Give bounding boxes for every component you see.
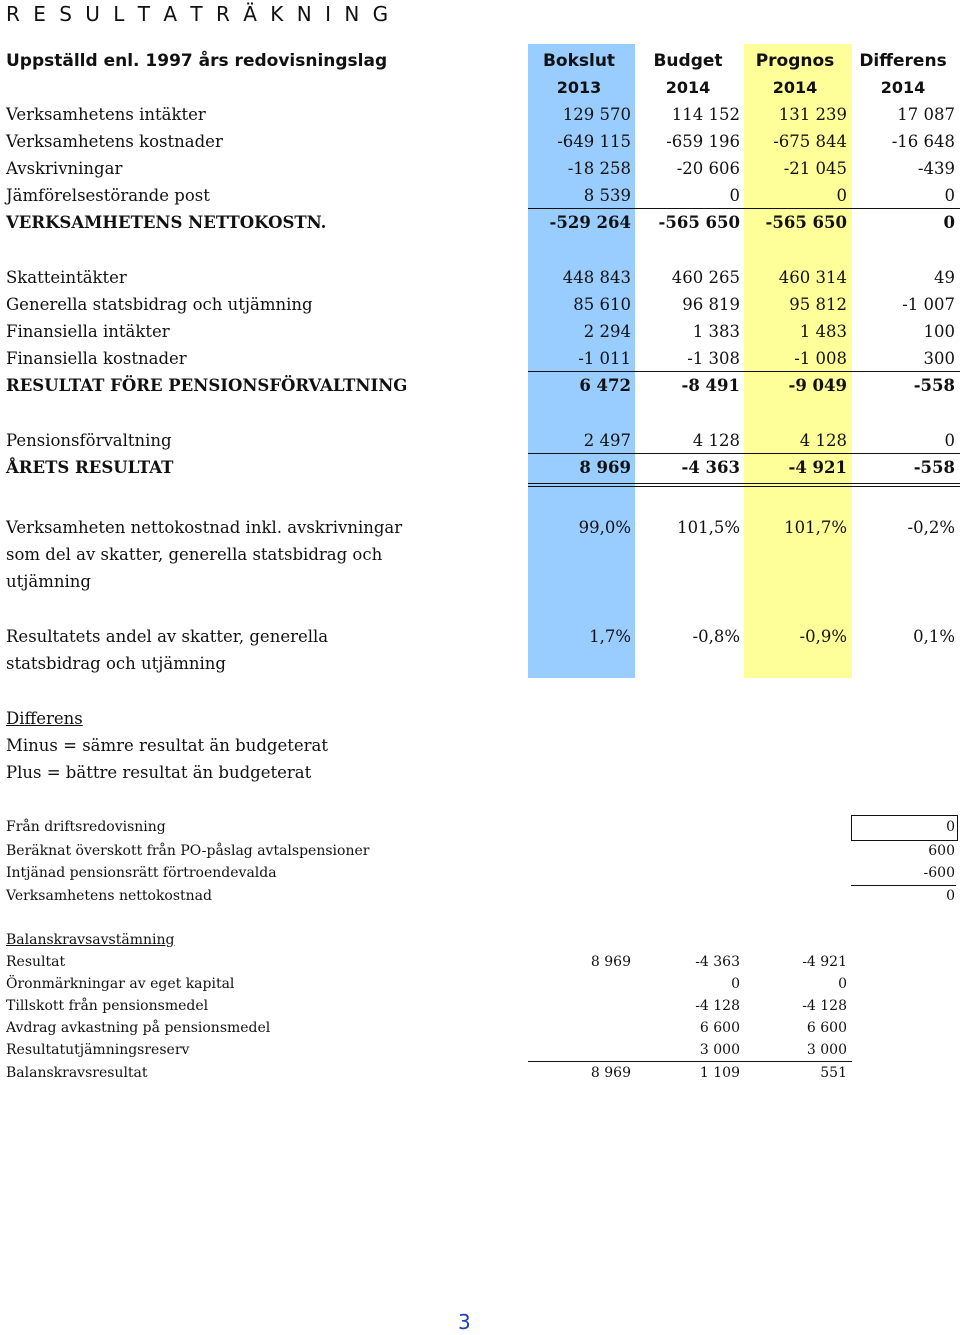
cell-budget: 1 383 xyxy=(692,322,740,341)
row-label: Intjänad pensionsrätt förtroendevalda xyxy=(6,865,277,881)
balans-sum-rule xyxy=(528,1061,852,1062)
cell-differens: -558 xyxy=(913,376,955,395)
row-label: Finansiella kostnader xyxy=(6,349,187,368)
total-rule xyxy=(528,453,960,454)
cell-prognos: 1 483 xyxy=(799,322,847,341)
cell-prognos: -4 921 xyxy=(788,458,847,477)
subtotal-row xyxy=(0,373,960,400)
cell-budget: 0 xyxy=(731,976,740,992)
cell-differens: 0 xyxy=(943,213,955,232)
cell-budget: -8 491 xyxy=(681,376,740,395)
kpi-differens: 0,1% xyxy=(913,627,955,646)
kpi-prognos: 101,7% xyxy=(784,518,847,537)
cell-bokslut: 8 969 xyxy=(590,1065,631,1081)
cell-differens: -16 648 xyxy=(891,132,955,151)
cell-differens: 17 087 xyxy=(897,105,955,124)
cell-prognos: 3 000 xyxy=(806,1042,847,1058)
row-label: Avskrivningar xyxy=(6,159,123,178)
kpi-bokslut: 99,0% xyxy=(578,518,631,537)
table-row xyxy=(0,156,960,183)
row-label: Beräknat överskott från PO-påslag avtalspensioner xyxy=(6,843,370,859)
row-label: Pensionsförvaltning xyxy=(6,431,172,450)
subtotal-rule xyxy=(528,208,960,209)
cell-budget: -565 650 xyxy=(658,213,740,232)
cell-prognos: 0 xyxy=(838,976,847,992)
row-label: RESULTAT FÖRE PENSIONSFÖRVALTNING xyxy=(6,376,408,395)
drift-row xyxy=(0,817,960,839)
cell-bokslut: -18 258 xyxy=(567,159,631,178)
cell-bokslut: 8 969 xyxy=(579,458,631,477)
cell-differens: -1 007 xyxy=(902,295,955,314)
row-label: Resultat xyxy=(6,954,66,970)
kpi-budget: -0,8% xyxy=(692,627,740,646)
row-label: Verksamhetens nettokostnad xyxy=(6,888,212,904)
cell-prognos: 0 xyxy=(836,186,847,205)
cell-prognos: 4 128 xyxy=(799,431,847,450)
cell-bokslut: 2 294 xyxy=(583,322,631,341)
kpi-prognos: -0,9% xyxy=(799,627,847,646)
row-label: Öronmärkningar av eget kapital xyxy=(6,976,235,992)
drift-row xyxy=(0,863,960,885)
page-title: R E S U L T A T R Ä K N I N G xyxy=(6,2,392,26)
cell-bokslut: 6 472 xyxy=(579,376,631,395)
cell-bokslut: 129 570 xyxy=(562,105,631,124)
cell-prognos: -4 128 xyxy=(802,998,847,1014)
header-year-differens: 2014 xyxy=(880,78,926,97)
balans-heading: Balanskravsavstämning xyxy=(6,932,175,948)
row-label: Skatteintäkter xyxy=(6,268,127,287)
cell-prognos: 95 812 xyxy=(789,295,847,314)
table-row xyxy=(0,265,960,292)
row-value: -600 xyxy=(923,865,955,881)
header-year-budget: 2014 xyxy=(665,78,711,97)
row-label: Verksamhetens kostnader xyxy=(6,132,223,151)
row-label: Resultatutjämningsreserv xyxy=(6,1042,190,1058)
cell-bokslut: 448 843 xyxy=(562,268,631,287)
row-value: 0 xyxy=(946,819,955,835)
row-label: Finansiella intäkter xyxy=(6,322,170,341)
header-year-bokslut: 2013 xyxy=(556,78,602,97)
page-number: 3 xyxy=(458,1310,471,1334)
cell-budget: -4 363 xyxy=(681,458,740,477)
cell-differens: 100 xyxy=(923,322,955,341)
cell-prognos: 551 xyxy=(820,1065,847,1081)
cell-bokslut: 85 610 xyxy=(573,295,631,314)
cell-bokslut: -649 115 xyxy=(557,132,631,151)
kpi-label: Verksamheten nettokostnad inkl. avskrivningar som del av skatter, generella statsbidrag och utjämning xyxy=(6,518,403,591)
cell-differens: -439 xyxy=(917,159,955,178)
row-label: Balanskravsresultat xyxy=(6,1065,148,1081)
balans-row xyxy=(0,996,960,1018)
cell-budget: -1 308 xyxy=(687,349,740,368)
drift-row xyxy=(0,886,960,908)
cell-budget: 114 152 xyxy=(671,105,740,124)
table-row xyxy=(0,102,960,129)
header-differens: Differens xyxy=(859,51,947,71)
table-row xyxy=(0,319,960,346)
kpi-bokslut: 1,7% xyxy=(589,627,631,646)
balans-row xyxy=(0,1063,960,1085)
table-row xyxy=(0,428,960,455)
cell-prognos: -675 844 xyxy=(773,132,847,151)
row-value: 600 xyxy=(928,843,955,859)
cell-differens: 0 xyxy=(944,186,955,205)
cell-budget: 4 128 xyxy=(692,431,740,450)
cell-prognos: -4 921 xyxy=(802,954,847,970)
differens-plus: Plus = bättre resultat än budgeterat xyxy=(6,763,312,782)
cell-budget: 1 109 xyxy=(699,1065,740,1081)
double-underline-top xyxy=(528,483,960,484)
header-prognos: Prognos xyxy=(755,51,835,71)
row-label: Från driftsredovisning xyxy=(6,819,166,835)
cell-budget: 0 xyxy=(729,186,740,205)
header-year-prognos: 2014 xyxy=(772,78,818,97)
header-budget: Budget xyxy=(653,51,723,71)
header-bokslut: Bokslut xyxy=(542,51,616,71)
table-row xyxy=(0,346,960,373)
balans-row xyxy=(0,1018,960,1040)
row-label: Verksamhetens intäkter xyxy=(6,105,206,124)
row-label: Jämförelsestörande post xyxy=(6,186,210,205)
differens-minus: Minus = sämre resultat än budgeterat xyxy=(6,736,328,755)
cell-prognos: 131 239 xyxy=(778,105,847,124)
cell-budget: -659 196 xyxy=(666,132,740,151)
cell-prognos: 6 600 xyxy=(806,1020,847,1036)
row-label: Generella statsbidrag och utjämning xyxy=(6,295,313,314)
cell-budget: 6 600 xyxy=(699,1020,740,1036)
cell-prognos: -1 008 xyxy=(794,349,847,368)
balans-row xyxy=(0,1040,960,1062)
row-label: VERKSAMHETENS NETTOKOSTN. xyxy=(6,213,327,232)
table-row xyxy=(0,292,960,319)
row-label: ÅRETS RESULTAT xyxy=(6,458,174,477)
cell-bokslut: -1 011 xyxy=(578,349,631,368)
total-row xyxy=(0,455,960,482)
row-label: Tillskott från pensionsmedel xyxy=(6,998,209,1014)
row-value: 0 xyxy=(946,888,955,904)
cell-budget: 460 265 xyxy=(671,268,740,287)
cell-budget: -4 363 xyxy=(695,954,740,970)
cell-bokslut: 8 539 xyxy=(583,186,631,205)
table-row xyxy=(0,183,960,210)
cell-prognos: -21 045 xyxy=(783,159,847,178)
table-row xyxy=(0,129,960,156)
cell-prognos: -9 049 xyxy=(788,376,847,395)
kpi-budget: 101,5% xyxy=(677,518,740,537)
subtotal-row xyxy=(0,210,960,237)
cell-budget: -20 606 xyxy=(676,159,740,178)
cell-differens: 0 xyxy=(944,431,955,450)
cell-differens: -558 xyxy=(913,458,955,477)
cell-budget: -4 128 xyxy=(695,998,740,1014)
kpi-label: Resultatets andel av skatter, generella statsbidrag och utjämning xyxy=(6,627,329,673)
header-label: Uppställd enl. 1997 års redovisningslag xyxy=(6,51,388,71)
cell-bokslut: 8 969 xyxy=(590,954,631,970)
cell-prognos: 460 314 xyxy=(778,268,847,287)
balans-row xyxy=(0,952,960,974)
cell-differens: 300 xyxy=(923,349,955,368)
drift-row xyxy=(0,841,960,863)
cell-bokslut: -529 264 xyxy=(549,213,631,232)
balans-heading-row xyxy=(0,930,960,952)
subtotal-rule xyxy=(528,371,960,372)
cell-differens: 49 xyxy=(934,268,955,287)
row-label: Avdrag avkastning på pensionsmedel xyxy=(6,1020,271,1036)
balans-row xyxy=(0,974,960,996)
cell-budget: 3 000 xyxy=(699,1042,740,1058)
cell-bokslut: 2 497 xyxy=(583,431,631,450)
kpi-differens: -0,2% xyxy=(907,518,955,537)
cell-budget: 96 819 xyxy=(682,295,740,314)
differens-heading: Differens xyxy=(6,709,83,728)
double-underline-bottom xyxy=(528,486,960,487)
cell-prognos: -565 650 xyxy=(765,213,847,232)
